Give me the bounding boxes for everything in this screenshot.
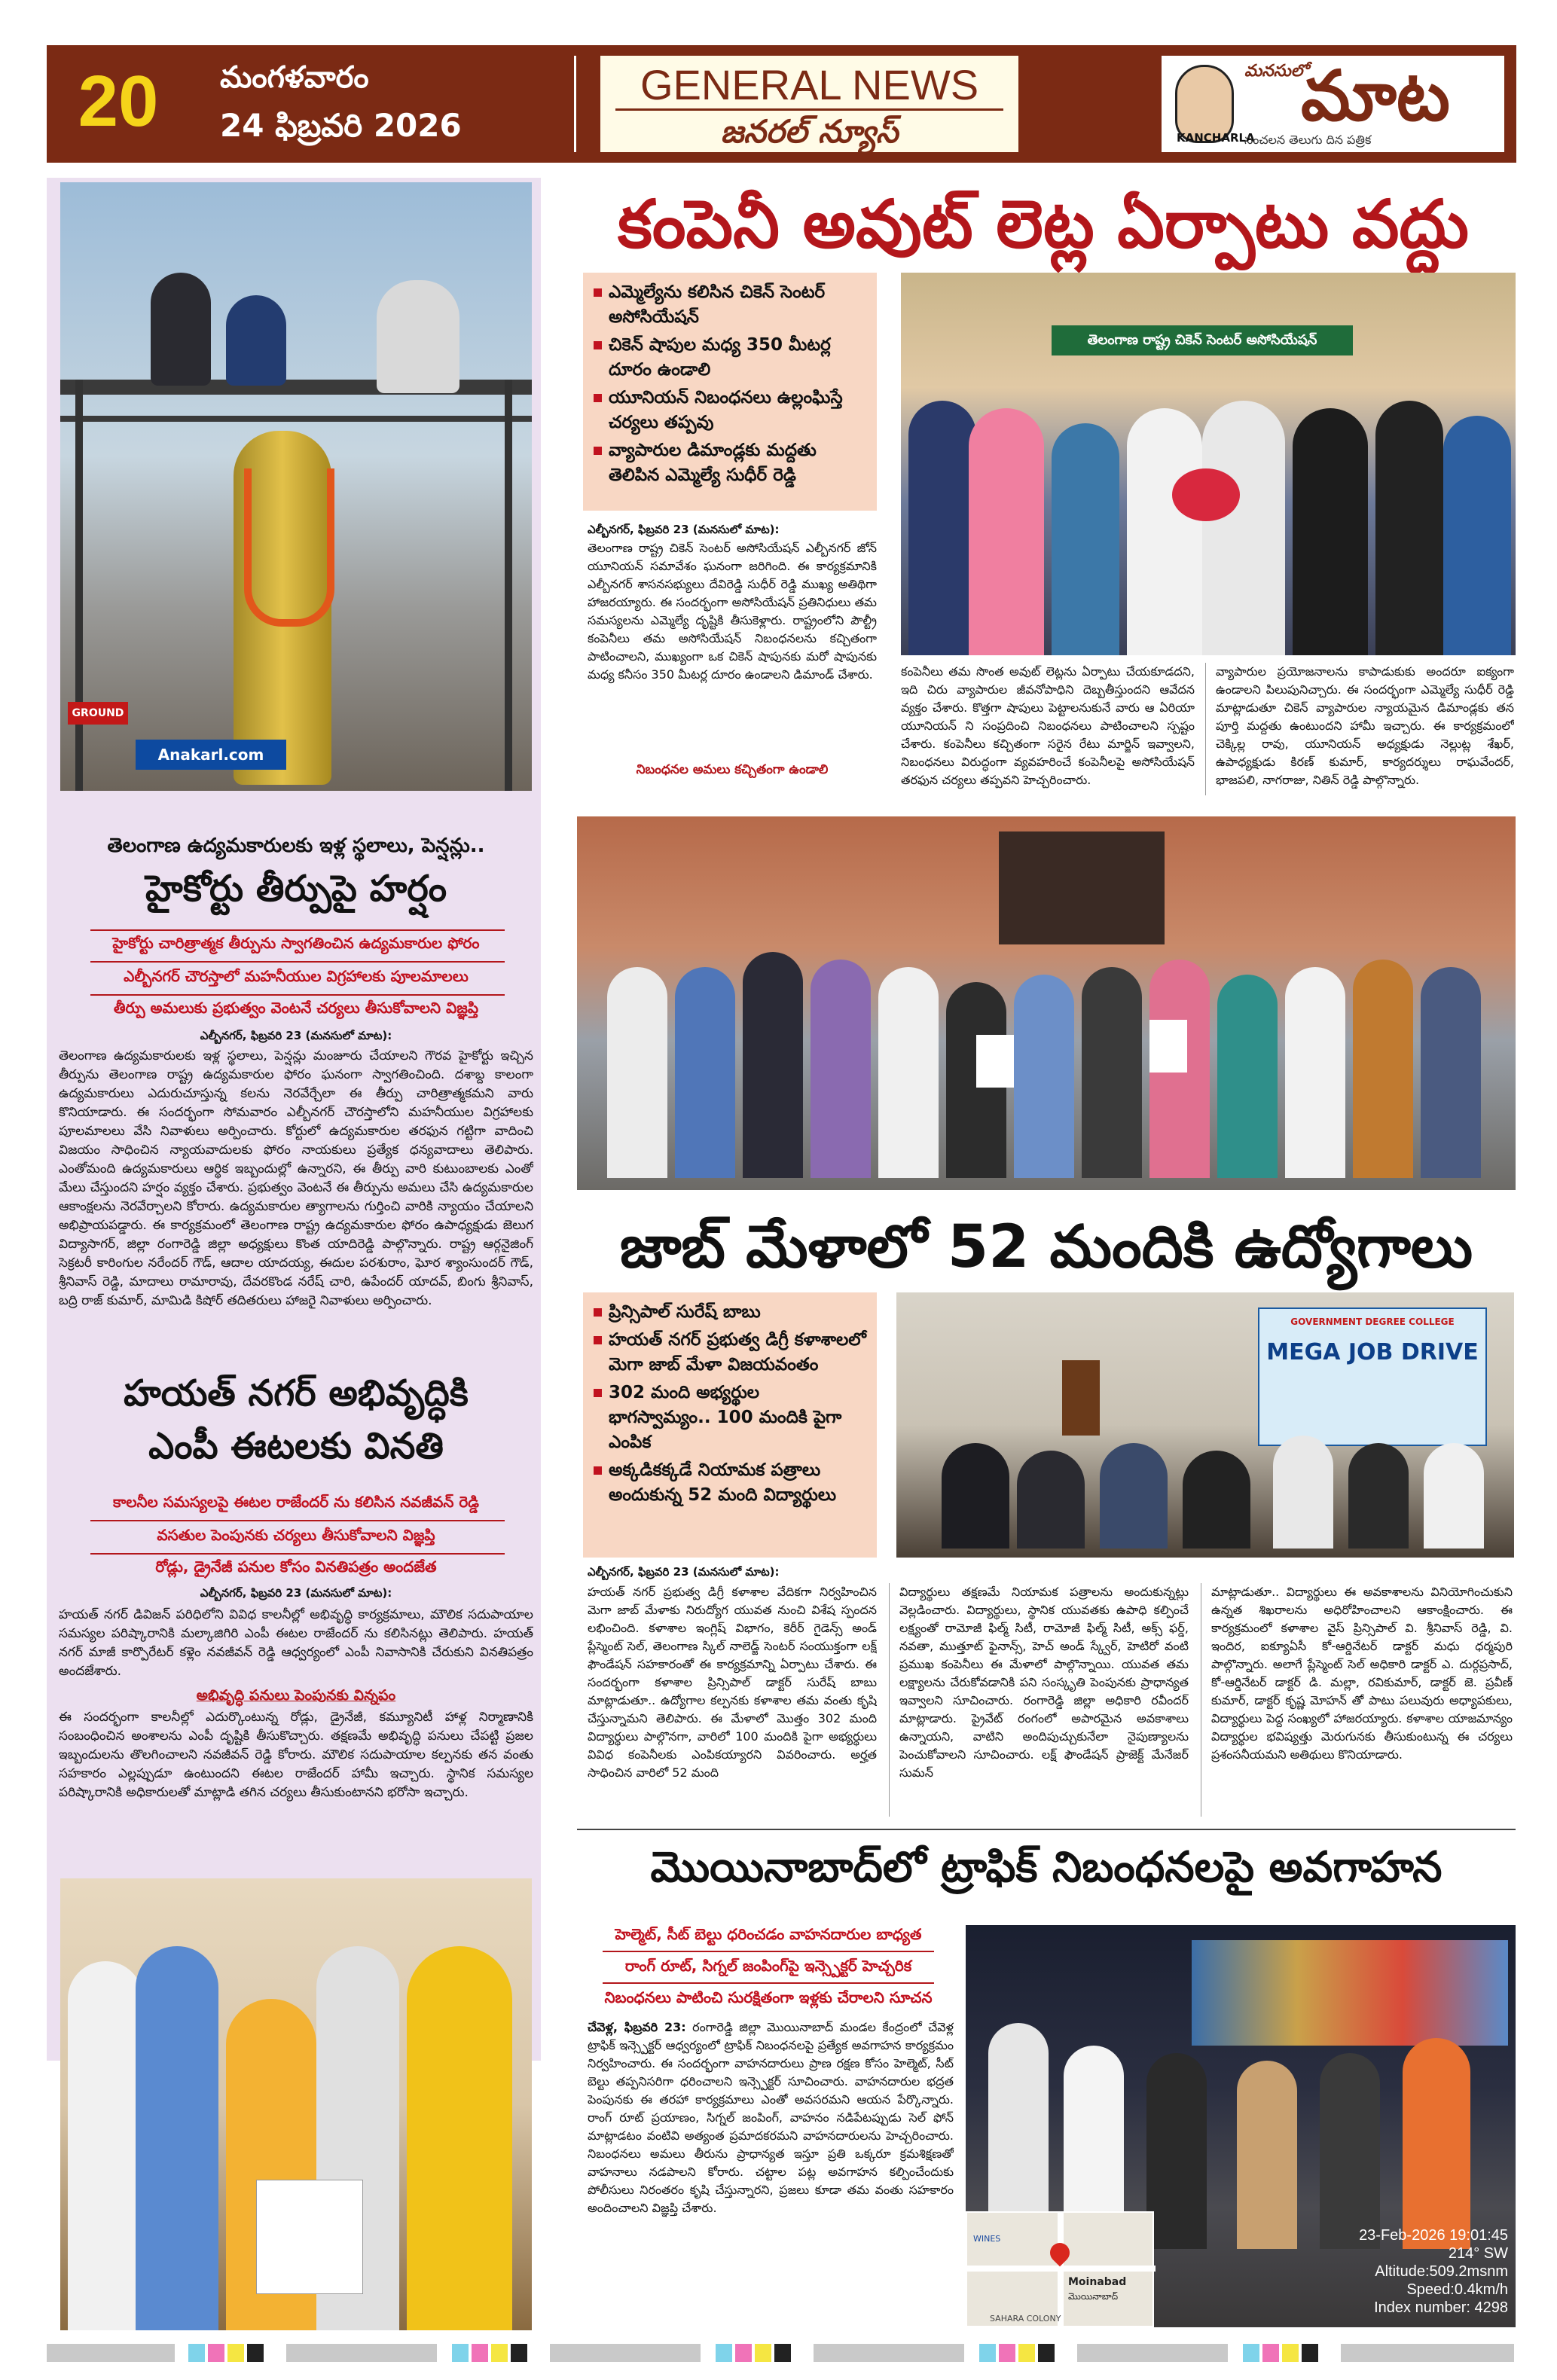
- traffic-sub-2: రాంగ్ రూట్, సిగ్నల్ జంపింగ్‌పై ఇన్స్పెక్టర్ హెచ్చరిక: [624, 1957, 912, 1975]
- mp-rule: [90, 1520, 505, 1521]
- person-figure: [68, 1961, 143, 2330]
- hc-sub-2: ఎల్బీనగర్ చౌరస్తాలో మహనీయుల విగ్రహాలకు పూలమాలలు: [124, 967, 469, 985]
- person-figure: [151, 273, 211, 386]
- color-bar-swatch: [227, 2344, 244, 2362]
- banner: తెలంగాణ రాష్ట్ర చికెన్ సెంటర్ అసోసియేషన్: [1052, 325, 1353, 355]
- traffic-rule: [603, 1951, 934, 1952]
- shop-lights: [1192, 1940, 1508, 2046]
- person-figure: [407, 1946, 512, 2330]
- hc-rule: [90, 961, 505, 963]
- person-figure: [1100, 1443, 1168, 1549]
- shop-sign: Anakarl.com: [136, 740, 286, 770]
- person-figure: [1293, 408, 1368, 655]
- page-number: 20: [78, 61, 159, 142]
- banner: [1258, 1307, 1487, 1446]
- section-divider: [577, 1829, 1516, 1830]
- column-divider: [1205, 663, 1206, 795]
- hc-rule: [90, 929, 505, 931]
- appointment-letter: [976, 1035, 1014, 1088]
- hc-headline: హైకోర్టు తీర్పుపై హర్షం: [145, 868, 447, 910]
- color-bar-swatch: [1341, 2344, 1514, 2362]
- person-figure: [1348, 1443, 1409, 1549]
- person-figure: [1217, 975, 1278, 1178]
- color-bar-swatch: [1282, 2344, 1299, 2362]
- chicken-bullet: వ్యాపారుల డిమాండ్లకు మద్దతు తెలిపిన ఎమ్మెల్యే సుధీర్ రెడ్డి: [594, 438, 866, 488]
- header-day: మంగళవారం: [220, 60, 369, 95]
- person-figure: [1202, 401, 1285, 655]
- chicken-dateline: ఎల్బీనగర్, ఫిబ్రవరి 23 (మనసులో మాట):: [588, 523, 780, 536]
- color-bar-swatch: [188, 2344, 205, 2362]
- hc-body: తెలంగాణ ఉద్యమకారులకు ఇళ్ల స్థలాలు, పెన్షన్లు మంజూరు చేయాలని గౌరవ హైకోర్టు ఇచ్చిన తీర్పును తెలంగాణ రాష్ట్ర ఉద్యమకారుల ఫోరం ఘనంగా స్వాగతించింది. దశాబ్ద కాలంగా ఉద్యమకారులు ఎదురుచూస్తున్న కలను నెరవేర్చేలా ఈ తీర్పు చారిత్రాత్మకమని వారు కొనియాడారు. ఈ సందర్భంగా సోమవారం ఎల్బీనగర్ చౌరస్తాలోని మహనీయుల విగ్రహాలకు పూలమాలలు వేసి నివాళులు అర్పించారు. కోర్టులో ఉద్యమకారుల తరఫున గట్టిగా వాదించి విజయం సాధించిన న్యాయవాదులకు ఫోరం నాయకులు ప్రత్యేక ధన్యవాదాలు తెలిపారు. ఎంతోమంది ఉద్యమకారులు ఆర్థిక ఇబ్బందుల్లో ఉన్నారని, ఈ తీర్పు వారి కుటుంబాలకు ఎంతో మేలు చేస్తుందని హర్షం వ్యక్తం చేశారు. ప్రభుత్వం వెంటనే ఈ తీర్పును అమలు చేసి ఉద్యమకారుల ఆకాంక్షలను నెరవేర్చాలని కోరారు. ఉద్యమకారుల త్యాగాలను గుర్తించి వారికి న్యాయం చేయాలని అభిప్రాయపడ్డారు. ఈ కార్యక్రమంలో తెలంగాణ రాష్ట్ర ఉద్యమకారుల ఫోరం ఉపాధ్యక్షుడు జెలుగ విద్యాసాగర్, జిల్లా రంగారెడ్డి జిల్లా అధ్యక్షులు కొంత యాదిరెడ్డి పాల్గొన్నారు. రాష్ట్ర ఆర్గనైజింగ్ సెక్రటరీ కారింగుల నరేందర్ గౌడ్, ఆదాల యాదయ్య, ఈదుల పరశురాం, ఘోర శ్యాంసుందర్ గౌడ్, శ్రీనివాస్ రెడ్డి, మాదాలు రామారావు, దేవరకొండ నరేష్ చారి, ఉపేందర్ యాదవ్, బింగు శ్రీనివాస్, బద్రి రాజ్ కుమార్, మామిడి కిషోర్ తదితరులు హాజరై నివాళులు అర్పించారు.: [59, 1048, 533, 1308]
- chicken-body-1: తెలంగాణ రాష్ట్ర చికెన్ సెంటర్ అసోసియేషన్ ఎల్బీనగర్ జోన్ యూనియన్ సమావేశం ఘనంగా జరిగింది. ఈ కార్యక్రమానికి ఎల్బీనగర్ శాసనసభ్యులు దేవిరెడ్డి సుధీర్ రెడ్డి ముఖ్య అతిథిగా హాజరయ్యారు. ఈ సందర్భంగా అసోసియేషన్ ప్రతినిధులు తమ సమస్యలను ఎమ్మెల్యే దృష్టికి తీసుకెళ్లారు. రాష్ట్రంలోని పౌల్ట్రీ కంపెనీలు తమ అసోసియేషన్ నిబంధనలను కచ్చితంగా పాటించాలని, ముఖ్యంగా ఒక చికెన్ షాపునకు మరో షాపునకు మధ్య కనీసం 350 మీటర్ల దూరం ఉండాలని డిమాండ్ చేశారు.: [588, 541, 877, 682]
- color-bar-swatch: [1038, 2344, 1055, 2362]
- color-bar-swatch: [208, 2344, 224, 2362]
- mp-body-1: హయత్ నగర్ డివిజన్ పరిధిలోని వివిధ కాలనీల్లో అభివృద్ధి కార్యక్రమాలు, మౌలిక సదుపాయాల సమస్యల పరిష్కారానికి మల్కాజిగిరి ఎంపీ ఈటల రాజేందర్ ను కలిసినట్లు తెలిపారు. హయత్ నగర్ మాజీ కార్పొరేటర్ కళ్లెం నవజీవన్ రెడ్డి ఆధ్వర్యంలో ఎంపీ నివాసానికి చేరుకుని వినతిపత్రం అందజేశారు.: [59, 1607, 533, 1679]
- mp-rule: [90, 1553, 505, 1555]
- gps-speed: Speed:0.4km/h: [1406, 2281, 1508, 2298]
- person-figure: [136, 1946, 218, 2330]
- job-bullets: [583, 1292, 877, 1558]
- job-body-3: మాట్లాడుతూ.. విద్యార్థులు ఈ అవకాశాలను వినియోగించుకుని ఉన్నత శిఖరాలను అధిరోహించాలని ఆకాంక్షించారు. ఈ కార్యక్రమంలో కళాశాల వైస్ ప్రిన్సిపాల్ వి. శ్రీనివాస్ రెడ్డి, వి. ఇందిర, ఐక్యూఏసీ కో-ఆర్డినేటర్ డాక్టర్ మధు ధర్మపురి పాల్గొన్నారు. అలాగే ప్లేస్మెంట్ సెల్ అధికారి డాక్టర్ ఎ. దుర్గప్రసాద్, కో-ఆర్డినేటర్ డాక్టర్ డి. మల్లా, రవికుమార్, డాక్టర్ జె. ప్రవీణ్ కుమార్, డాక్టర్ కృష్ణ మోహన్ తో పాటు పలువురు అధ్యాపకులు, విద్యార్థులు పెద్ద సంఖ్యలో హాజరయ్యారు. కళాశాల యాజమాన్యం విద్యార్థుల భవిష్యత్తు మెరుగునకు తీసుకుంటున్న ఈ చర్యలు ప్రశంసనీయమని అతిథులు కొనియాడారు.: [1211, 1585, 1513, 1762]
- person-figure: [377, 280, 459, 393]
- chicken-bullets: [583, 273, 877, 511]
- gps-datetime: 23-Feb-2026 19:01:45: [1359, 2227, 1508, 2244]
- logo-name: KANCHARLA: [1177, 131, 1255, 145]
- scaffold-rail: [60, 416, 532, 422]
- column-divider: [889, 1583, 890, 1817]
- color-bar-swatch: [511, 2344, 527, 2362]
- chicken-body-2: కంపెనీలు తమ సొంత అవుట్ లెట్లను ఏర్పాటు చేయకూడదని, ఇది చిరు వ్యాపారుల జీవనోపాధిని దెబ్బతీస్తుందని ఆవేదన వ్యక్తం చేశారు. కొత్తగా షాపులు పెట్టాలనుకునే వారు ఆ ఏరియా యూనియన్ ని సంప్రదించి నిబంధనలు పాటించాలని స్పష్టం చేశారు. కంపెనీలు కచ్చితంగా సరైన రేటు మార్జిన్ ఇవ్వాలని, నిబంధనలు విరుద్ధంగా వ్యవహరించే కంపెనీలపై అసోసియేషన్ తరఫున చర్యలు తప్పవని హెచ్చరించారు.: [901, 664, 1195, 787]
- chicken-headline: కంపెనీ అవుట్ లెట్ల ఏర్పాటు వద్దు: [618, 185, 1469, 263]
- person-figure: [607, 967, 667, 1178]
- job-bullet: హయత్ నగర్ ప్రభుత్వ డిగ్రీ కళాశాలలో మెగా జాబ్ మేళా విజయవంతం: [594, 1328, 866, 1378]
- mp-sub-3: రోడ్లు, డ్రైనేజీ పనుల కోసం వినతిపత్రం అందజేత: [155, 1558, 437, 1576]
- color-bar-swatch: [774, 2344, 791, 2362]
- banner-title: MEGA JOB DRIVE: [1266, 1339, 1479, 1365]
- header-date: 24 ఫిబ్రవరి 2026: [220, 107, 462, 144]
- hc-sub-3: తీర్పు అమలుకు ప్రభుత్వం వెంటనే చర్యలు తీసుకోవాలని విజ్ఞప్తి: [113, 999, 479, 1017]
- map-pin-icon: [1046, 2239, 1074, 2267]
- color-bar-swatch: [1262, 2344, 1279, 2362]
- color-bar-swatch: [1302, 2344, 1318, 2362]
- job-bullet: అక్కడికక్కడే నియామక పత్రాలు అందుకున్న 52 మంది విద్యార్థులు: [594, 1458, 866, 1508]
- mla-felicitation-photo: [901, 273, 1516, 655]
- flower-bouquet: [1172, 468, 1240, 521]
- traffic-body-block: [588, 2018, 954, 2327]
- job-bullet: ప్రిన్సిపాల్ సురేష్ బాబు: [594, 1300, 866, 1325]
- page-header: [47, 45, 1516, 163]
- mp-dateline: ఎల్బీనగర్, ఫిబ్రవరి 23 (మనసులో మాట):: [200, 1586, 392, 1600]
- person-figure: [1424, 1443, 1484, 1549]
- color-bar-swatch: [286, 2344, 437, 2362]
- traffic-sub-1: హెల్మెట్, సీట్ బెల్టు ధరించడం వాహనదారుల బాధ్యత: [615, 1925, 922, 1943]
- map-label: Moinabad: [1068, 2276, 1127, 2288]
- hc-dateline: ఎల్బీనగర్, ఫిబ్రవరి 23 (మనసులో మాట):: [200, 1029, 392, 1042]
- mp-sub-2: వసతుల పెంపునకు చర్యలు తీసుకోవాలని విజ్ఞప్తి: [157, 1526, 435, 1544]
- map-colony: SAHARA COLONY: [990, 2314, 1061, 2324]
- logo-big-text: మాట: [1301, 56, 1450, 136]
- person-figure: [1285, 967, 1345, 1178]
- person-figure: [1375, 401, 1443, 655]
- mp-headline-1: హయత్ నగర్ అభివృద్ధికి: [124, 1372, 469, 1414]
- hc-sub-1: హైకోర్టు చారిత్రాత్మక తీర్పును స్వాగతించిన ఉద్యమకారుల ఫోరం: [112, 934, 480, 952]
- color-bar-swatch: [999, 2344, 1015, 2362]
- traffic-night-photo: [966, 1925, 1516, 2327]
- person-figure: [743, 952, 803, 1178]
- mp-sub-1: కాలనీల సమస్యలపై ఈటల రాజేందర్ ను కలిసిన నవజీవన్ రెడ్డి: [113, 1493, 479, 1511]
- person-figure: [1146, 2053, 1207, 2249]
- section-title-en: GENERAL NEWS: [640, 61, 979, 108]
- statue-photo: [60, 182, 532, 791]
- person-figure: [908, 401, 976, 655]
- banner-top-text: GOVERNMENT DEGREE COLLEGE: [1290, 1317, 1455, 1327]
- traffic-headline: మొయినాబాద్‌లో ట్రాఫిక్ నిబంధనలపై అవగాహన: [650, 1843, 1443, 1892]
- traffic-dateline: చేవెళ్ల, ఫిబ్రవరి 23:: [588, 2020, 686, 2034]
- hc-kicker: తెలంగాణ ఉద్యమకారులకు ఇళ్ల స్థలాలు, పెన్షన్లు..: [107, 835, 485, 857]
- person-figure: [1183, 1451, 1250, 1549]
- color-bar-swatch: [716, 2344, 732, 2362]
- color-bar-swatch: [1077, 2344, 1228, 2362]
- person-figure: [1017, 1451, 1085, 1549]
- color-bar-swatch: [247, 2344, 264, 2362]
- person-figure: [1014, 975, 1074, 1178]
- shop-sign: GROUND: [68, 702, 128, 725]
- section-underline: [615, 108, 1003, 111]
- garland: [244, 468, 334, 627]
- appointment-letter: [1149, 1020, 1187, 1073]
- hc-rule: [90, 994, 505, 996]
- traffic-body: రంగారెడ్డి జిల్లా మొయినాబాద్ మండల కేంద్రంలో చేవెళ్ల ట్రాఫిక్ ఇన్స్పెక్టర్ ఆధ్వర్యంలో ట్రాఫిక్ నిబంధనలపై ప్రత్యేక అవగాహన కార్యక్రమం నిర్వహించారు. ఈ సందర్భంగా వాహనదారులు ప్రాణ రక్షణ కోసం హెల్మెట్, సీట్ బెల్టు తప్పనిసరిగా ధరించాలని ఇన్స్పెక్టర్ సూచించారు. వాహనదారుల భద్రత పెంపునకు ఈ తరహా కార్యక్రమాలు ఎంతో అవసరమని ఆయన పేర్కొన్నారు. రాంగ్ రూట్ ప్రయాణం, సిగ్నల్ జంపింగ్, వాహనం నడిపేటప్పుడు సెల్ ఫోన్ మాట్లాడటం వంటివి అత్యంత ప్రమాదకరమని వాహనదారులను హెచ్చరించారు. నిబంధనలు అమలు తీరును ప్రాధాన్యత ఇస్తూ ప్రతి ఒక్కరూ క్రమశిక్షణతో వాహనాలు నడపాలని కోరారు. చట్టాల పట్ల అవగాహన కల్పించేందుకు పోలీసులు నిరంతరం కృషి చేస్తున్నారని, ప్రజలు కూడా తమ వంతు సహకారం అందించాలని విజ్ఞప్తి చేశారు.: [588, 2020, 954, 2215]
- scaffold-leg: [505, 380, 512, 791]
- podium: [1062, 1360, 1100, 1436]
- person-figure: [969, 408, 1044, 655]
- job-bullet: 302 మంది అభ్యర్థుల భాగస్వామ్యం.. 100 మందికి పైగా ఎంపిక: [594, 1381, 866, 1455]
- mp-subhead: అభివృద్ధి పనులు పెంపునకు విన్నపం: [196, 1687, 396, 1704]
- person-figure: [1082, 967, 1142, 1178]
- job-mela-group-photo: [577, 816, 1516, 1190]
- color-bar-swatch: [979, 2344, 996, 2362]
- scaffold-leg: [75, 380, 83, 791]
- job-headline: జాబ్ మేళాలో 52 మందికి ఉద్యోగాలు: [619, 1213, 1473, 1281]
- gps-index: Index number: 4298: [1374, 2299, 1508, 2316]
- job-body-1: హయత్ నగర్ ప్రభుత్వ డిగ్రీ కళాశాల వేదికగా నిర్వహించిన మెగా జాబ్ మేళాకు నిరుద్యోగ యువత నుంచి విశేష స్పందన లభించింది. కళాశాల ఇంగ్లిష్ విభాగం, కెరీర్ గైడెన్స్ అండ్ ప్లేస్మెంట్ సెల్, తెలంగాణ స్కిల్ నాలెడ్జ్ సెంటర్ సంయుక్తంగా లక్ష్ ఫౌండేషన్ సహకారంతో ఈ కార్యక్రమాన్ని ఏర్పాటు చేశారు. ఈ సందర్భంగా కళాశాల ప్రిన్సిపాల్ డాక్టర్ సురేష్ బాబు మాట్లాడుతూ.. ఉద్యోగాల కల్పనకు కళాశాల తమ వంతు కృషి చేస్తున్నామని తెలిపారు. ఈ మేళాలో మొత్తం 302 మంది విద్యార్థులు పాల్గొనగా, వారిలో 100 మందికి పైగా అభ్యర్థులు వివిధ కంపెనీలకు ఎంపికయ్యారని వివరించారు. అర్హత సాధించిన వారిలో 52 మంది: [588, 1585, 877, 1780]
- job-body-2: విద్యార్థులు తక్షణమే నియామక పత్రాలను అందుకున్నట్లు వెల్లడించారు. విద్యార్థులు, స్థానిక యువతకు ఉపాధి కల్పించే లక్ష్యంతో రామోజీ ఫిల్మ్ సిటీ, రామోజీ ఫిల్మ్ సిటీ, అక్స్ ఫర్డ్, నవతా, ముత్తూట్ ఫైనాన్స్, హెచ్ అండ్ స్క్వేర్, హెటిరో వంటి ప్రముఖ కంపెనీలు ఈ మేళాలో పాల్గొన్నాయి. యువత తమ లక్ష్యాలను చేరుకోవడానికి పని సంస్కృతి పెంపునకు ప్రాధాన్యత ఇవ్వాలని సూచించారు. రంగారెడ్డి జిల్లా అధికారి రవీందర్ మాట్లాడారు. ప్రైవేట్ రంగంలో అపారమైన అవకాశాలు ఉన్నాయని, వాటిని అందిపుచ్చుకునేలా నైపుణ్యాలను పెంచుకోవాలని సూచించారు. లక్ష్ ఫౌండేషన్ ప్రాజెక్ట్ మేనేజర్ సుమన్: [899, 1585, 1189, 1780]
- map-wines: WINES: [973, 2234, 1001, 2244]
- logo-tagline: సంచలన తెలుగు దిన పత్రిక: [1244, 133, 1372, 147]
- logo-small-text: మనసులో: [1244, 62, 1308, 81]
- traffic-rule: [603, 1982, 934, 1984]
- traffic-sub-3: నిబంధనలు పాటించి సురక్షితంగా ఇళ్లకు చేరాలని సూచన: [604, 1988, 933, 2006]
- map-label-te: మొయినాబాద్: [1068, 2291, 1119, 2302]
- job-mela-hall-photo: [896, 1292, 1514, 1558]
- person-figure: [226, 295, 286, 386]
- person-figure: [1353, 960, 1413, 1178]
- chicken-body-3: వ్యాపారుల ప్రయోజనాలను కాపాడుకుకు అందరూ ఐక్యంగా ఉండాలని పిలుపునిచ్చారు. ఈ సందర్భంగా ఎమ్మెల్యే సుధీర్ రెడ్డి మాట్లాడుతూ చికెన్ వ్యాపారుల న్యాయమైన డిమాండ్లకు తన పూర్తి మద్దతు ఉంటుందని హామీ ఇచ్చారు. ఈ కార్యక్రమంలో చెక్కిల్ల రావు, యూనియన్ అధ్యక్షుడు నెల్లుట్ల శేఖర్, ఉపాధ్యక్షుడు కిరణ్ కుమార్, కార్యదర్శులు రాఘవేందర్, భాజపలి, నాగరాజు, నితిన్ రెడ్డి పాల్గొన్నారు.: [1216, 664, 1514, 787]
- person-figure: [1237, 2061, 1297, 2249]
- person-figure: [1127, 408, 1202, 655]
- color-bar-swatch: [452, 2344, 469, 2362]
- section-label: [600, 56, 1018, 152]
- gps-overlay: [1282, 2226, 1508, 2317]
- gps-heading: 214° SW: [1448, 2245, 1508, 2262]
- person-figure: [942, 1443, 1009, 1549]
- building-window: [999, 831, 1165, 944]
- color-bar-swatch: [755, 2344, 771, 2362]
- person-figure: [675, 967, 735, 1178]
- person-figure: [811, 960, 871, 1178]
- color-bar-swatch: [472, 2344, 488, 2362]
- color-bar-swatch: [814, 2344, 964, 2362]
- gps-map-inset: [966, 2211, 1154, 2327]
- person-figure: [1443, 416, 1511, 655]
- mp-headline-2: ఎంపీ ఈటలకు వినతి: [148, 1425, 444, 1467]
- petition-document: [256, 2180, 363, 2294]
- chicken-bullet: ఎమ్మెల్యేను కలిసిన చికెన్ సెంటర్ అసోసియేషన్: [594, 280, 866, 330]
- color-bar-swatch: [47, 2344, 175, 2362]
- chicken-bullet: చికెన్ షాపుల మధ్య 350 మీటర్ల దూరం ఉండాలి: [594, 333, 866, 383]
- chicken-subhead: నిబంధనల అమలు కచ్చితంగా ఉండాలి: [636, 762, 829, 777]
- color-bar-swatch: [491, 2344, 508, 2362]
- person-figure: [878, 967, 939, 1178]
- header-divider: [574, 56, 576, 152]
- section-title-te: జనరల్ న్యూస్: [720, 113, 899, 150]
- person-figure: [1273, 1436, 1333, 1549]
- gps-altitude: Altitude:509.2msnm: [1375, 2263, 1508, 2280]
- mp-body-2: ఈ సందర్భంగా కాలనీల్లో ఎదుర్కొంటున్న రోడ్లు, డ్రైనేజీ, కమ్యూనిటీ హాళ్ల నిర్మాణానికి సంబంధించిన అంశాలను ఎంపీ దృష్టికి తీసుకొచ్చారు. తక్షణమే అభివృద్ధి పనులు చేపట్టి ప్రజల ఇబ్బందులను తొలగించాలని నవజీవన్ రెడ్డి కోరారు. మౌలిక సదుపాయాల కల్పనకు తన వంతు సహకారం ఎల్లప్పుడూ ఉంటుందని ఈటల రాజేందర్ హామీ ఇచ్చారు. స్థానిక సమస్యల పరిష్కారానికి అధికారులతో మాట్లాడి తగిన చర్యలు తీసుకుంటానని భరోసా ఇచ్చారు.: [59, 1710, 533, 1800]
- chicken-bullet: యూనియన్ నిబంధనలు ఉల్లంఘిస్తే చర్యలు తప్పవు: [594, 386, 866, 435]
- color-bar-swatch: [550, 2344, 701, 2362]
- color-bar-swatch: [735, 2344, 752, 2362]
- person-figure: [1421, 967, 1481, 1178]
- map-road: [1058, 2213, 1064, 2327]
- mp-meeting-photo: [60, 1878, 532, 2330]
- person-figure: [1403, 2038, 1470, 2249]
- person-figure: [1320, 2053, 1380, 2249]
- color-bar-swatch: [1018, 2344, 1035, 2362]
- job-dateline: ఎల్బీనగర్, ఫిబ్రవరి 23 (మనసులో మాట):: [588, 1565, 780, 1579]
- person-figure: [1052, 423, 1119, 655]
- masthead-logo: [1162, 56, 1504, 152]
- color-bar-swatch: [1243, 2344, 1259, 2362]
- scaffold-platform: [60, 380, 532, 395]
